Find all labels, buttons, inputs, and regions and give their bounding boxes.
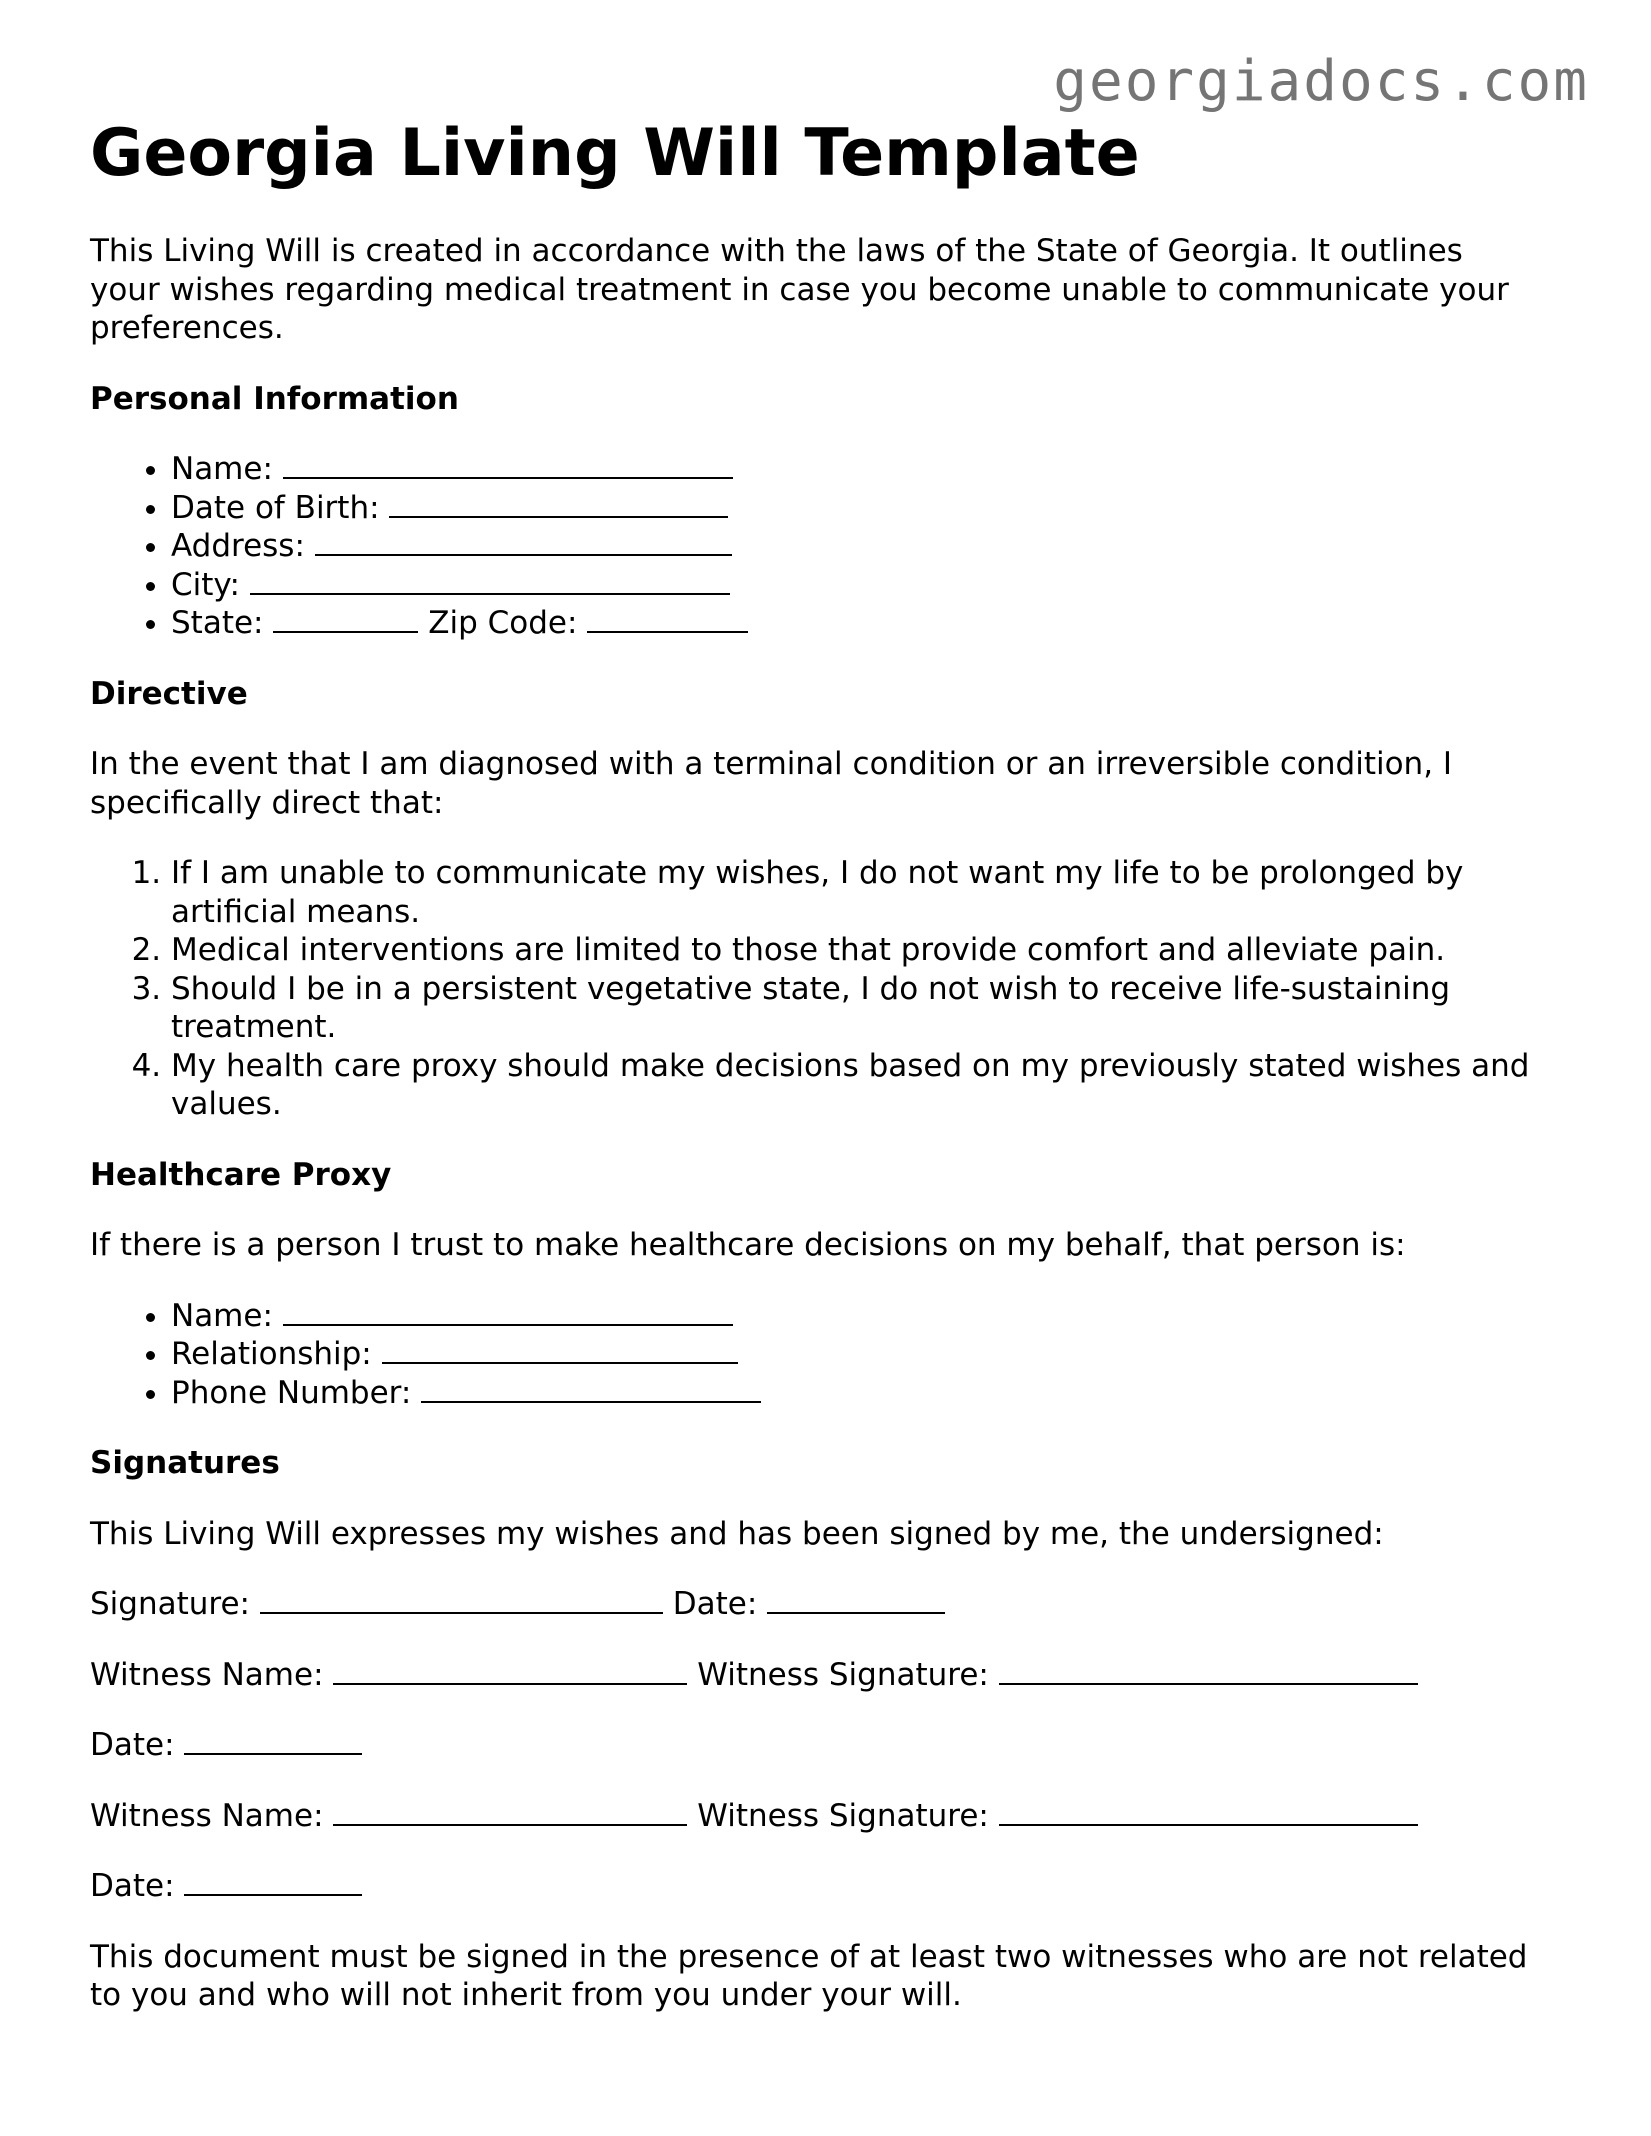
witness-2-name-blank[interactable]: [333, 1800, 687, 1826]
dob-label: Date of Birth:: [171, 489, 380, 526]
signatures-heading: Signatures: [90, 1445, 280, 1481]
dob-blank[interactable]: [389, 492, 728, 518]
proxy-phone-blank[interactable]: [421, 1377, 761, 1403]
intro-paragraph: This Living Will is created in accordance with the laws of the State of Georgia. It outlines your wishes regarding medical treatment in case you become unable to communicate your preferences.: [90, 233, 1509, 346]
witness-2-name-label: Witness Name:: [90, 1797, 324, 1834]
city-field-row: [171, 566, 1530, 605]
proxy-heading: Healthcare Proxy: [90, 1156, 392, 1193]
zip-blank[interactable]: [587, 607, 748, 633]
city-label: City:: [171, 566, 240, 603]
witness-2-date-blank[interactable]: [184, 1870, 362, 1896]
date-blank[interactable]: [767, 1588, 945, 1614]
proxy-list: [90, 1297, 1530, 1413]
directive-item: 4. My health care proxy should make decisions based on my previously stated wishes and values.: [171, 1047, 1530, 1124]
proxy-phone-label: Phone Number:: [171, 1374, 412, 1411]
directive-list: [90, 854, 1530, 1124]
page-title: Georgia Living Will Template: [90, 116, 1140, 191]
signatures-intro: This Living Will expresses my wishes and has been signed by me, the undersigned:: [90, 1515, 1384, 1552]
proxy-name-label: Name:: [171, 1297, 273, 1334]
proxy-relationship-row: [171, 1335, 1530, 1374]
name-field-row: [171, 450, 1530, 489]
name-label: Name:: [171, 451, 273, 487]
address-label: Address:: [171, 528, 305, 564]
signature-blank[interactable]: [260, 1588, 663, 1614]
proxy-relationship-blank[interactable]: [382, 1338, 738, 1364]
footer-note: This document must be signed in the presence of at least two witnesses who are not related to you and who will not inherit from you under your will.: [90, 1938, 1528, 2013]
state-label: State:: [171, 605, 264, 641]
watermark: georgiadocs.com: [1053, 49, 1589, 114]
witness-2-signature-blank[interactable]: [999, 1800, 1418, 1826]
witness-2-signature-label: Witness Signature:: [697, 1797, 989, 1834]
proxy-relationship-label: Relationship:: [171, 1336, 372, 1372]
name-blank[interactable]: [283, 453, 733, 479]
city-blank[interactable]: [250, 569, 730, 595]
document: [90, 112, 1530, 2015]
directive-item: 3. Should I be in a persistent vegetative state, I do not wish to receive life-sustaining treatment.: [171, 970, 1530, 1047]
witness-1-name-label: Witness Name:: [90, 1656, 324, 1693]
state-zip-field-row: [171, 604, 1530, 643]
zip-label: Zip Code:: [428, 605, 578, 641]
date-label: Date:: [672, 1586, 758, 1622]
witness-1-date-label: Date:: [90, 1727, 175, 1763]
proxy-name-row: [171, 1297, 1530, 1336]
directive-heading: Directive: [90, 675, 248, 712]
proxy-name-blank[interactable]: [283, 1300, 733, 1326]
directive-intro: In the event that I am diagnosed with a terminal condition or an irreversible condition, I specifically direct that:: [90, 746, 1453, 821]
address-field-row: [171, 527, 1530, 566]
witness-2-date-line: [90, 1867, 1530, 1906]
address-blank[interactable]: [315, 530, 732, 556]
witness-1-name-blank[interactable]: [333, 1659, 687, 1685]
witness-1-signature-blank[interactable]: [999, 1659, 1418, 1685]
directive-item: 2. Medical interventions are limited to those that provide comfort and alleviate pain.: [171, 931, 1530, 970]
witness-1-date-blank[interactable]: [184, 1729, 362, 1755]
witness-1-signature-label: Witness Signature:: [697, 1656, 989, 1693]
proxy-intro: If there is a person I trust to make healthcare decisions on my behalf, that person is:: [90, 1227, 1406, 1263]
signature-label: Signature:: [90, 1586, 250, 1622]
proxy-phone-row: [171, 1374, 1530, 1413]
witness-1-line: [90, 1656, 1530, 1695]
signature-line: [90, 1585, 1530, 1624]
witness-1-date-line: [90, 1726, 1530, 1765]
witness-2-line: [90, 1797, 1530, 1836]
state-blank[interactable]: [273, 607, 418, 633]
directive-item: 1. If I am unable to communicate my wishes, I do not want my life to be prolonged by artificial means.: [171, 854, 1530, 931]
personal-info-list: [90, 450, 1530, 643]
dob-field-row: [171, 489, 1530, 528]
witness-2-date-label: Date:: [90, 1868, 175, 1904]
personal-info-heading: Personal Information: [90, 380, 459, 417]
